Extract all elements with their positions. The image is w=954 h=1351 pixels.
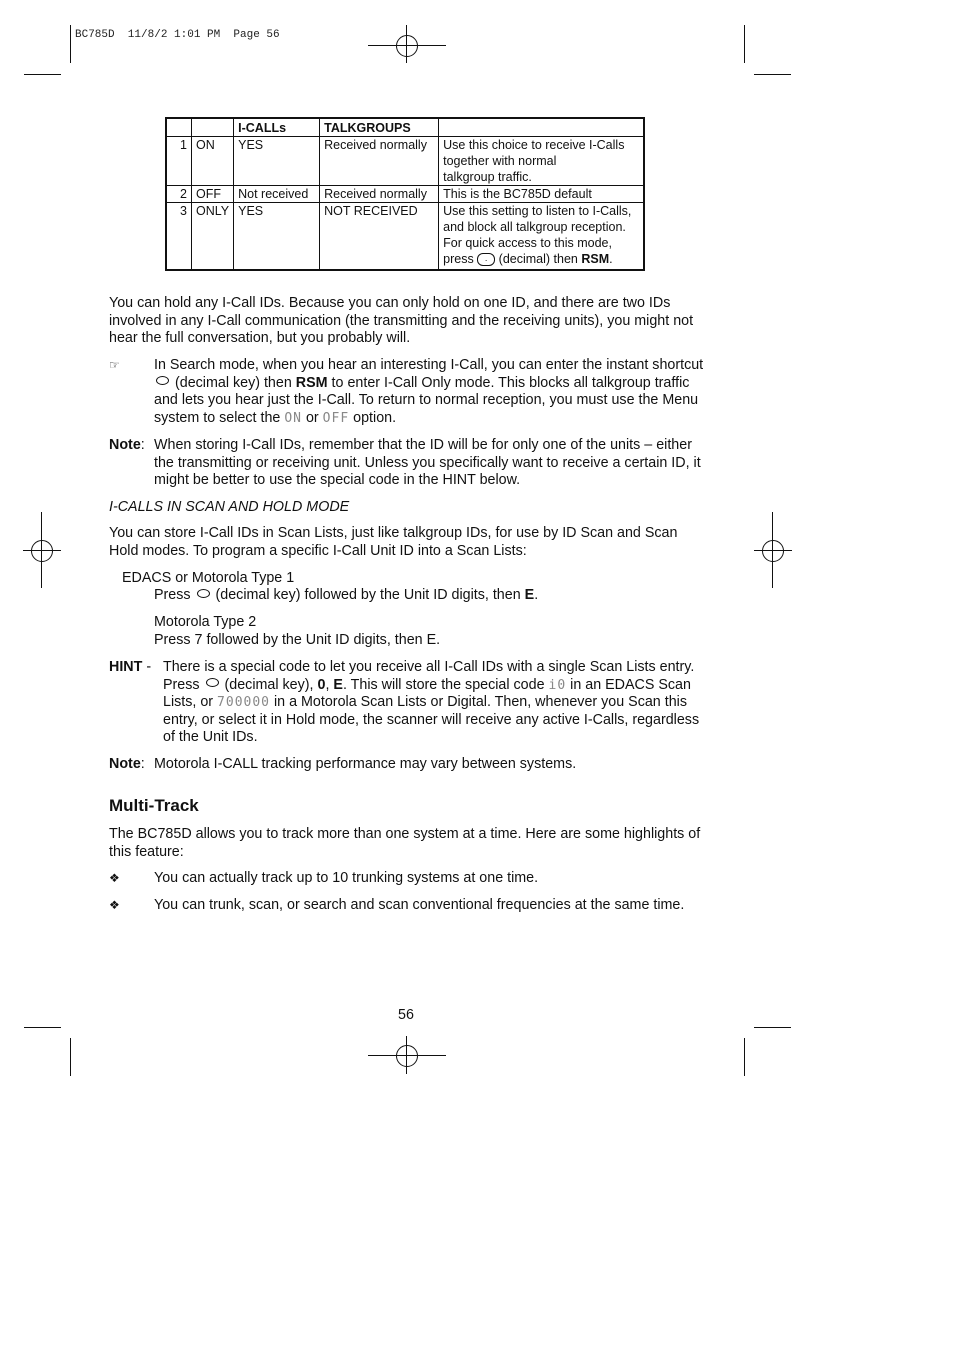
e-key-label: E <box>333 676 343 693</box>
text: , <box>325 676 330 693</box>
lcd-on-display: ON <box>284 410 302 426</box>
text: (decimal) then <box>498 252 578 266</box>
row-mode: OFF <box>192 186 234 203</box>
table-row <box>166 203 644 271</box>
note-label-text: Note <box>109 756 141 772</box>
decimal-key-icon <box>156 376 169 385</box>
row-number: 2 <box>166 186 192 203</box>
text: There is a special code to let you receive all I-Call IDs with a single Scan Lists entry. Press <box>163 659 695 693</box>
table-header-cell <box>439 118 644 137</box>
text: (decimal key), <box>224 676 314 693</box>
edacs-instruction <box>154 587 709 605</box>
row-mode: ONLY <box>192 203 234 271</box>
row-icalls: YES <box>234 137 320 186</box>
text: Press <box>154 587 191 603</box>
hint-label-text: HINT <box>109 659 143 675</box>
row-description <box>439 137 644 186</box>
rsm-key-label: RSM <box>581 252 610 266</box>
row-talkgroups: NOT RECEIVED <box>320 203 439 271</box>
row-mode: ON <box>192 137 234 186</box>
text: in an EDACS Scan Lists, or <box>163 676 691 711</box>
page-number: 56 <box>398 1007 414 1023</box>
text: . <box>534 587 539 603</box>
table-header-talkgroups: TALKGROUPS <box>320 118 439 137</box>
row-talkgroups: Received normally <box>320 137 439 186</box>
decimal-key-icon <box>206 678 219 687</box>
description-line: For quick access to this mode, <box>443 236 612 250</box>
text: to enter I-Call Only mode. This blocks all talkgroup traffic and lets you hear just the I-Call. To return to normal reception, you must use the Menu system to select the <box>154 374 699 426</box>
description-line: and block all talkgroup reception. <box>443 220 626 234</box>
hint-paragraph <box>163 659 708 747</box>
lcd-700000-display: 700000 <box>217 695 271 711</box>
table-header-cell <box>166 118 192 137</box>
text: In Search mode, when you hear an interesting I-Call, you can enter the instant shortcut <box>154 357 704 373</box>
section-title-multi-track: Multi-Track <box>109 796 199 815</box>
note-tracking-performance: Motorola I-CALL tracking performance may vary between systems. <box>154 756 577 772</box>
table-header-cell <box>192 118 234 137</box>
row-number: 3 <box>166 203 192 271</box>
row-icalls: Not received <box>234 186 320 203</box>
table-row <box>166 137 644 186</box>
pointing-hand-icon: ☞ <box>109 358 120 372</box>
decimal-key-icon <box>197 589 210 598</box>
note-label: Note: <box>109 437 145 453</box>
text: (decimal key) followed by the Unit ID digits, then <box>215 587 521 603</box>
lcd-off-display: OFF <box>322 410 350 426</box>
paragraph-store-icall: You can store I-Call IDs in Scan Lists, just like talkgroup IDs, for use by ID Scan and Scan Hold modes. To program a specific I-Call Unit ID into a Scan Lists: <box>109 525 678 559</box>
note-label-text: Note <box>109 437 141 453</box>
bullet-icon: ❖ <box>109 898 120 912</box>
text: - <box>146 659 152 675</box>
table-header-row <box>166 118 644 137</box>
motorola-type2-title: Motorola Type 2 <box>154 614 257 630</box>
description-line: together with normal <box>443 154 557 168</box>
rsm-key-label: RSM <box>295 374 328 391</box>
description-line: Use this choice to receive I-Calls <box>443 138 625 152</box>
tip-paragraph <box>154 357 709 427</box>
description-line <box>443 251 639 267</box>
row-description <box>439 203 644 271</box>
paragraph-multi-track: The BC785D allows you to track more than one system at a time. Here are some highlights of this feature: <box>109 826 701 860</box>
note-label: Note: <box>109 756 145 772</box>
bullet-item: You can actually track up to 10 trunking systems at one time. <box>154 870 539 886</box>
text: . <box>609 252 613 266</box>
text: in a Motorola Scan Lists or Digital. Then, whenever you Scan this entry, or select it in Hold mode, the scanner will receive any active I-Calls, regardless of the Unit IDs. <box>163 694 700 746</box>
row-talkgroups: Received normally <box>320 186 439 203</box>
decimal-key-icon: . <box>477 253 495 266</box>
lcd-i0-display: i0 <box>548 677 567 693</box>
hint-label <box>109 659 151 677</box>
text: option. <box>353 409 397 426</box>
text: press <box>443 252 474 266</box>
bullet-icon: ❖ <box>109 871 120 885</box>
subheading-icalls-scan-hold: I-CALLS IN SCAN AND HOLD MODE <box>109 499 350 515</box>
motorola-type2-instruction: Press 7 followed by the Unit ID digits, then E. <box>154 632 441 648</box>
paragraph-hold-icall: You can hold any I-Call IDs. Because you can only hold on one ID, and there are two IDs involved in any I-Call communication (the transmitting and the receiving units), you might not hear the full conversation, but you probably will. <box>109 295 694 347</box>
icall-mode-table <box>165 117 645 271</box>
e-key-label: E <box>524 587 535 603</box>
zero-key-label: 0 <box>317 676 326 693</box>
row-description <box>439 186 644 203</box>
description-line: talkgroup traffic. <box>443 170 532 184</box>
row-icalls: YES <box>234 203 320 271</box>
row-number: 1 <box>166 137 192 186</box>
print-header: BC785D 11/8/2 1:01 PM Page 56 <box>75 29 280 41</box>
description-line: Use this setting to listen to I-Calls, <box>443 204 632 218</box>
bullet-item: You can trunk, scan, or search and scan conventional frequencies at the same time. <box>154 897 685 913</box>
table-header-icalls: I-CALLs <box>234 118 320 137</box>
edacs-title: EDACS or Motorola Type 1 <box>122 570 295 586</box>
text: . This will store the special code <box>342 676 545 693</box>
description-line: This is the BC785D default <box>443 187 592 201</box>
note-storing-icall: When storing I-Call IDs, remember that the ID will be for only one of the units – either the transmitting or receiving unit. Unless you specifically want to receive a certain ID, it might be better to use the special code in the HINT below. <box>154 437 701 489</box>
table-row <box>166 186 644 203</box>
text: (decimal key) then <box>174 374 292 391</box>
text: or <box>305 409 319 426</box>
